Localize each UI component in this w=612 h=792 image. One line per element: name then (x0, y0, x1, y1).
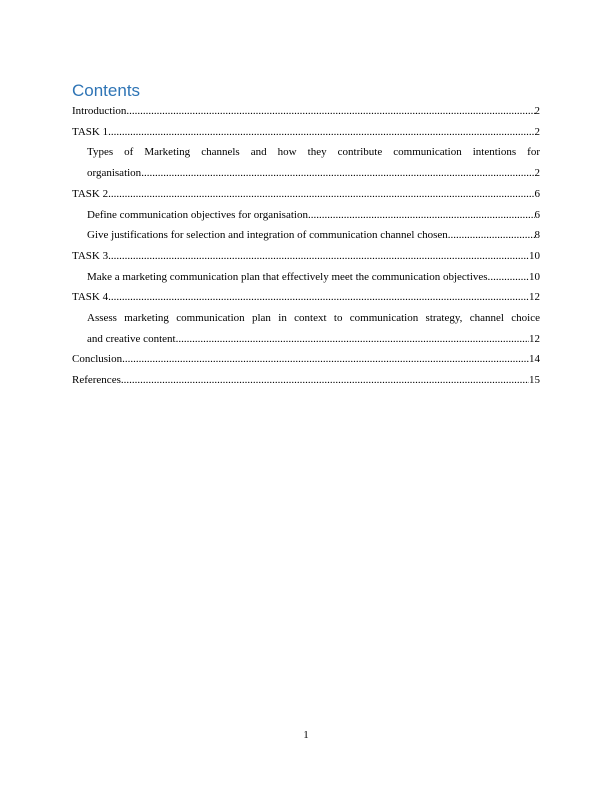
toc-entry-label-line1: Types of Marketing channels and how they contribute communication intentions for (87, 146, 540, 159)
toc-entry-page: 10 (529, 270, 540, 283)
table-of-contents (72, 101, 540, 391)
toc-entry-page: 2 (534, 105, 540, 117)
toc-entry-label: TASK 3 (72, 249, 109, 262)
toc-entry-communication-plan[interactable] (72, 267, 540, 288)
toc-entry-label: Conclusion (72, 353, 123, 366)
toc-entry-page: 6 (534, 187, 540, 200)
toc-entry-label: TASK 4 (72, 291, 109, 304)
toc-entry-label-line2: and creative content (87, 332, 176, 345)
dot-leader (108, 287, 529, 308)
toc-entry-page: 10 (529, 249, 540, 262)
toc-entry-references[interactable] (72, 370, 540, 391)
toc-entry-label: TASK 2 (72, 187, 109, 200)
dot-leader (176, 329, 529, 350)
dot-leader (126, 101, 534, 122)
toc-entry-page: 6 (534, 208, 540, 221)
toc-entry-task-4[interactable] (72, 287, 540, 308)
toc-entry-label: References (72, 374, 121, 387)
toc-entry-label: Introduction (72, 105, 127, 117)
toc-entry-label-line1: Assess marketing communication plan in context to communication strategy, channel choice (87, 312, 540, 325)
toc-entry-task-3[interactable] (72, 246, 540, 267)
dot-leader (121, 370, 529, 391)
dot-leader (122, 349, 529, 370)
dot-leader (141, 163, 534, 184)
toc-entry-task-2[interactable] (72, 184, 540, 205)
toc-entry-page: 12 (529, 332, 540, 345)
toc-entry-label: Make a marketing communication plan that effectively meet the communication objectives. (87, 270, 491, 283)
dot-leader (108, 122, 534, 143)
toc-entry-page: 2 (534, 167, 540, 180)
toc-entry-communication-objectives[interactable] (72, 205, 540, 226)
page-number: 1 (303, 729, 309, 741)
dot-leader (308, 205, 535, 226)
toc-entry-marketing-channels[interactable] (72, 142, 540, 183)
dot-leader (490, 267, 529, 288)
toc-entry-conclusion[interactable] (72, 349, 540, 370)
dot-leader (448, 225, 535, 246)
dot-leader (108, 246, 529, 267)
toc-entry-label: Give justifications for selection and integration of communication channel chosen (87, 229, 448, 242)
toc-entry-introduction[interactable] (72, 101, 540, 122)
toc-entry-page: 15 (529, 374, 540, 387)
toc-entry-page: 8 (534, 229, 540, 242)
toc-entry-label: TASK 1 (72, 125, 109, 138)
toc-entry-page: 14 (529, 353, 540, 366)
toc-entry-page: 2 (534, 125, 540, 138)
toc-title: Contents (72, 81, 141, 100)
toc-entry-task-1[interactable] (72, 122, 540, 143)
toc-entry-justifications[interactable] (72, 225, 540, 246)
toc-entry-page: 12 (529, 291, 540, 304)
toc-entry-assess-plan[interactable] (72, 308, 540, 349)
dot-leader (108, 184, 534, 205)
toc-entry-label: Define communication objectives for organisation (87, 208, 308, 221)
toc-entry-label-line2: organisation (87, 167, 142, 180)
